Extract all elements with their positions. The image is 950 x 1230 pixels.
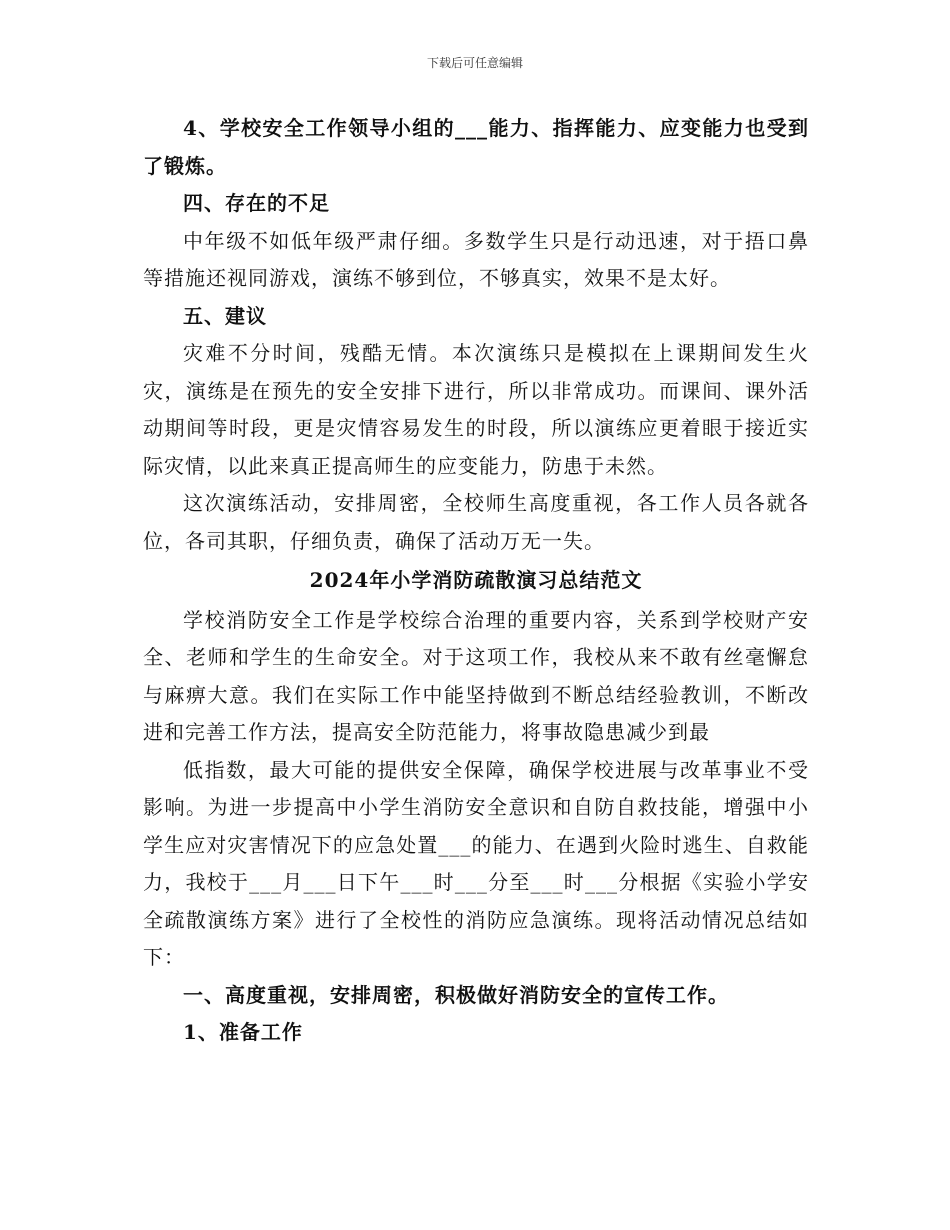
document-body (143, 110, 809, 1052)
paragraph-command-ability: 4、学校安全工作领导小组的___能力、指挥能力、应变能力也受到了锻炼。 (143, 116, 809, 178)
section-heading-shortcomings: 四、存在的不足 (183, 191, 330, 215)
section-heading-suggestions: 五、建议 (183, 303, 267, 328)
paragraph-shortcomings: 中年级不如低年级严肃仔细。多数学生只是行动迅速，对于捂口鼻等措施还视同游戏，演练不够到位，不够真实，效果不是太好。 (143, 228, 809, 290)
document-title: 2024年小学消防疏散演习总结范文 (309, 568, 643, 592)
page-header: 下载后可任意编辑 (426, 56, 523, 70)
paragraph-suggestions: 灾难不分时间，残酷无情。本次演练只是模拟在上课期间发生火灾，演练是在预先的安全安排下进行，所以非常成功。而课间、课外活动期间等时段，更是灾情容易发生的时段，所以演练应更着眼于接近实际灾情，以此来真正提高师生的应变能力，防患于未然。 (143, 341, 809, 478)
paragraph-drill-purpose: 低指数，最大可能的提供安全保障，确保学校进展与改革事业不受影响。为进一步提高中小学生消防安全意识和自防自救技能，增强中小学生应对灾害情况下的应急处置___的能力、在遇到火险时逃生、自救能力，我校于___月___日下午___时___分至___时___分根据《实验小学安全疏散演练方案》进行了全校性的消防应急演练。现将活动情况总结如下： (143, 757, 809, 969)
section-heading-publicity: 一、高度重视，安排周密，积极做好消防安全的宣传工作。 (183, 982, 729, 1007)
subheading-preparation: 1、准备工作 (183, 1020, 303, 1044)
paragraph-conclusion: 这次演练活动，安排周密，全校师生高度重视，各工作人员各就各位，各司其职，仔细负责，确保了活动万无一失。 (143, 491, 809, 553)
paragraph-intro: 学校消防安全工作是学校综合治理的重要内容，关系到学校财产安全、老师和学生的生命安全。对于这项工作，我校从来不敢有丝毫懈怠与麻痹大意。我们在实际工作中能坚持做到不断总结经验教训，不断改进和完善工作方法，提高安全防范能力，将事故隐患减少到最 (143, 607, 809, 744)
